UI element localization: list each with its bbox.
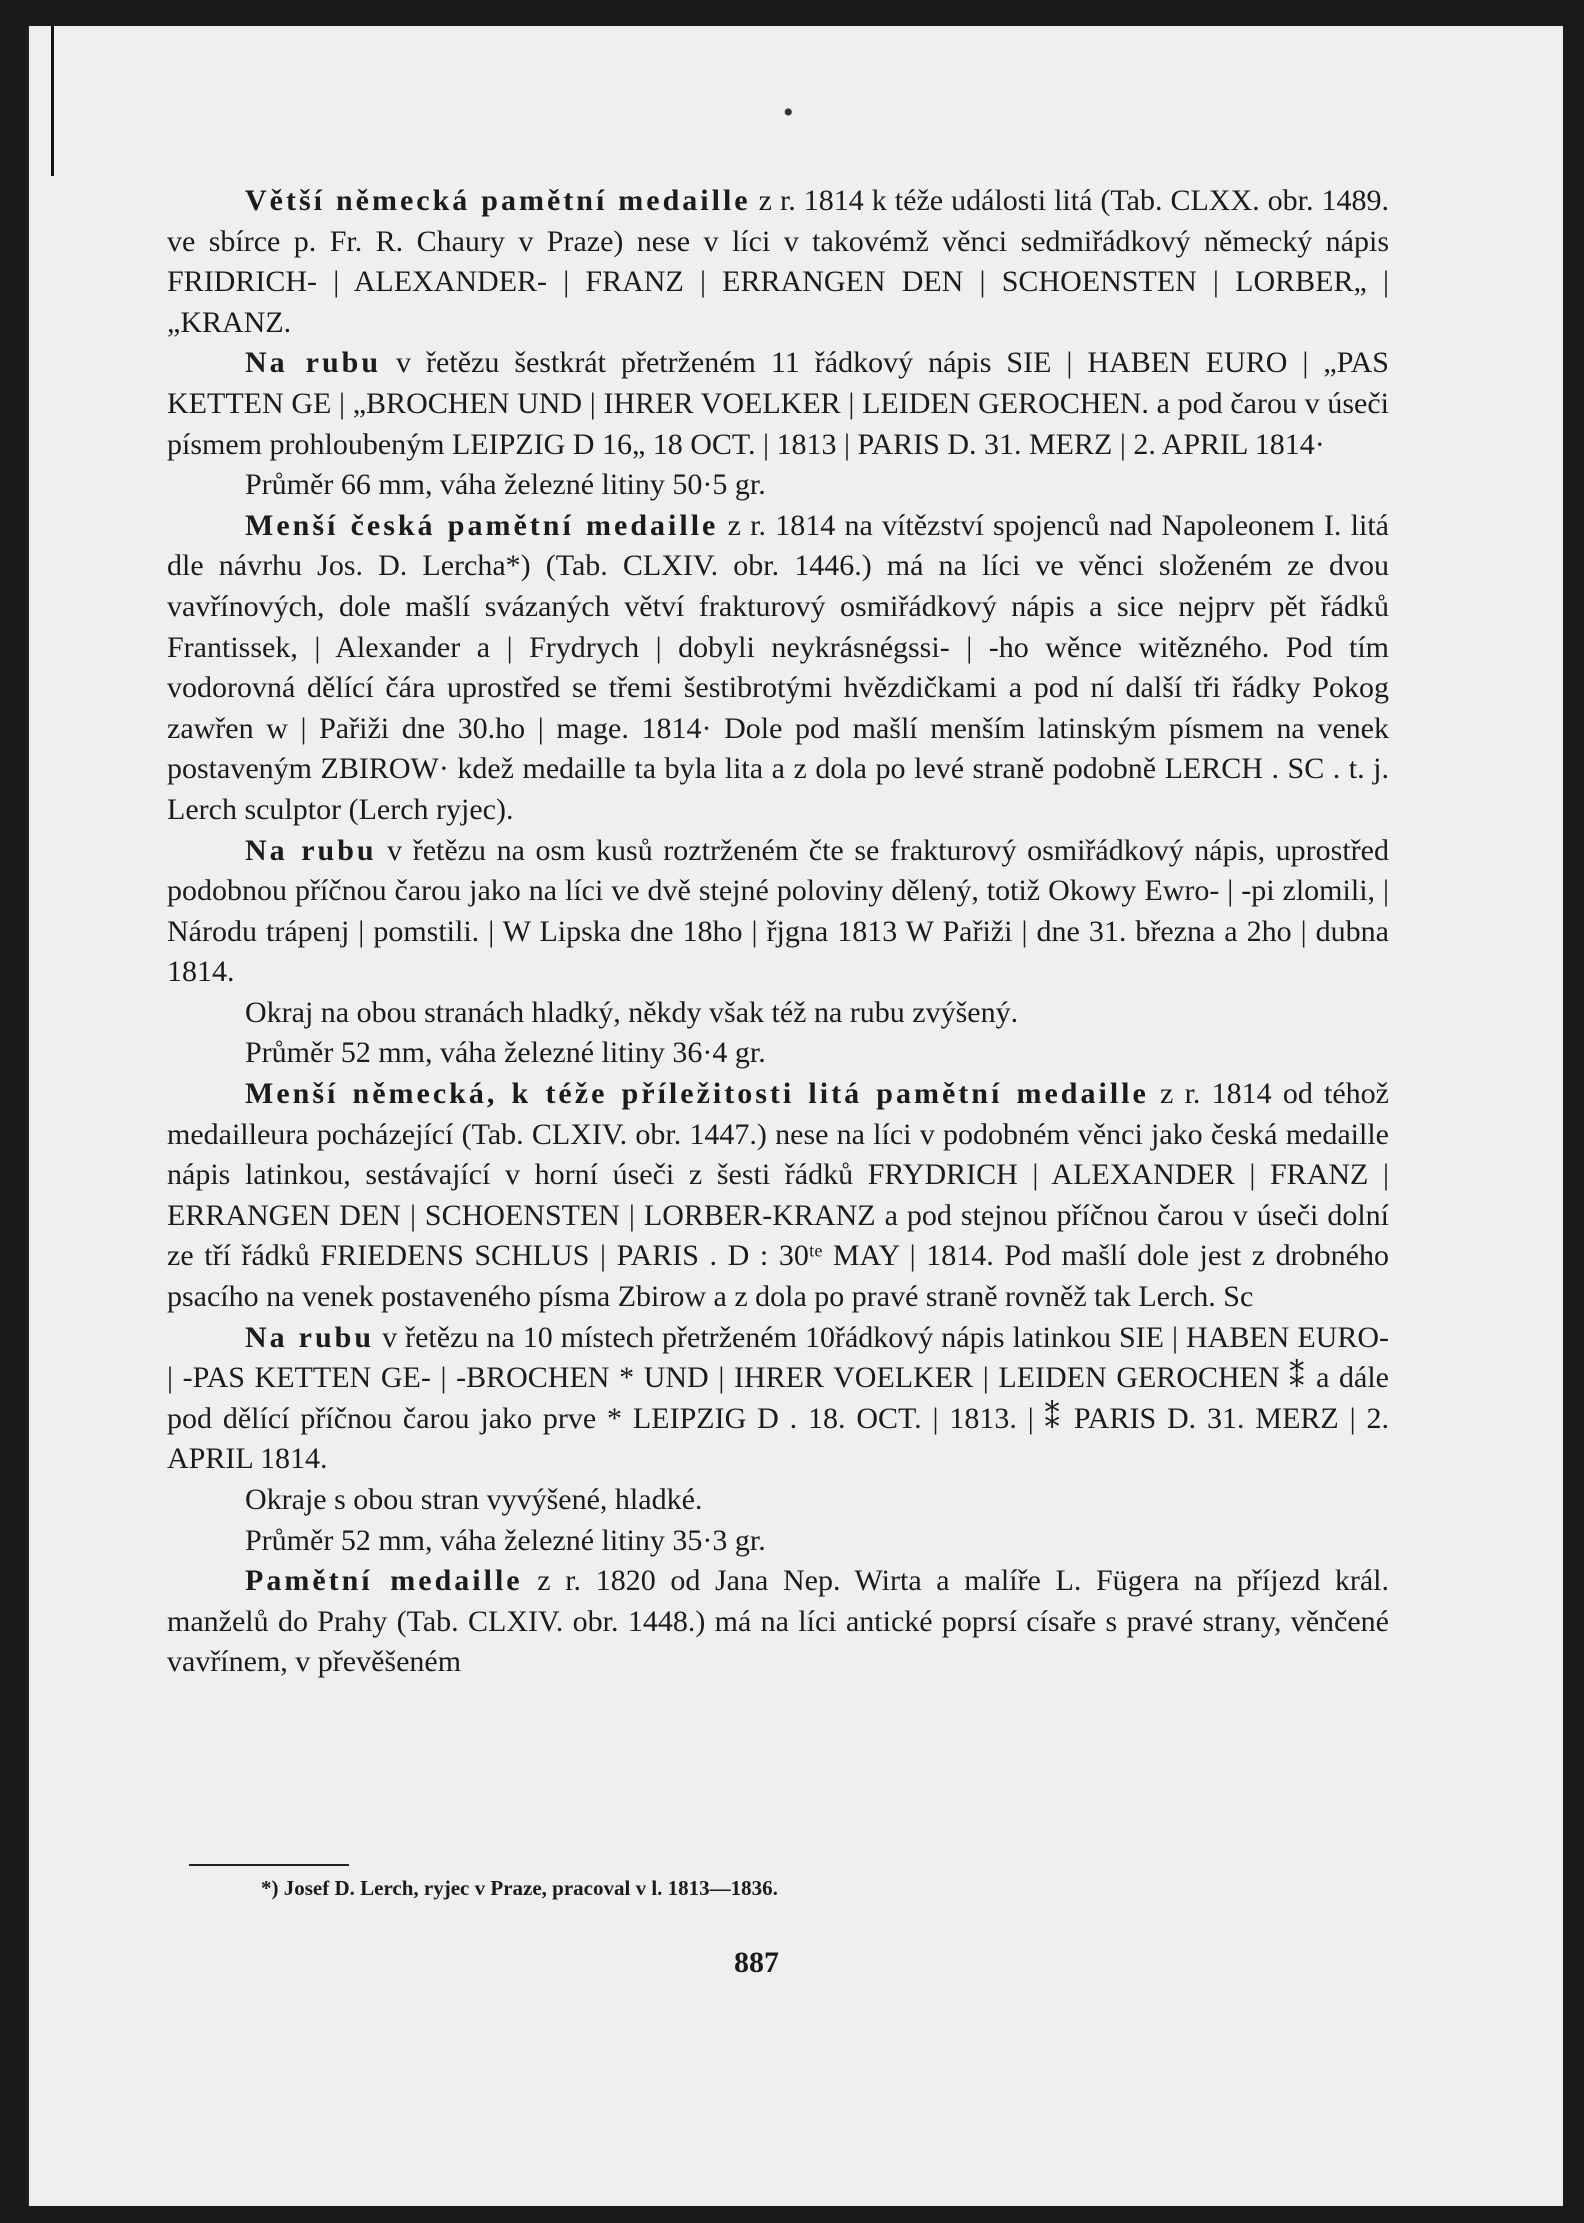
footnote-rule bbox=[189, 1864, 349, 1866]
page-number: 887 bbox=[734, 1946, 779, 1979]
body-text bbox=[167, 181, 1389, 1683]
paragraph: Průměr 52 mm, váha železné litiny 36·4 gr. bbox=[245, 1036, 766, 1070]
paragraph: Na rubu v řetězu šestkrát přetrženém 11 řádkový nápis SIE | HABEN EURO | „PAS KETTEN GE | „BROCHEN UND | IHRER VOELKER | LEIDEN GEROCHEN. a pod čarou v úseči písmem prohloubeným LEIPZIG D 16„ 18 OCT. | 1813 | PARIS D. 31. MERZ | 2. APRIL 1814· bbox=[167, 346, 1389, 461]
paragraph: Na rubu v řetězu na 10 místech přetrženém 10řádkový nápis latinkou SIE | HABEN EURO- | -PAS KETTEN GE- | -BROCHEN * UND | IHRER VOELKER | LEIDEN GEROCHEN ⁑ a dále pod dělící příčnou čarou jako prve * LEIPZIG D . 18. OCT. | 1813. | ⁑ PARIS D. 31. MERZ | 2. APRIL 1814. bbox=[167, 1320, 1389, 1476]
paragraph: Větší německá pamětní medaille z r. 1814 k téže události litá (Tab. CLXX. obr. 1489. ve sbírce p. Fr. R. Chaury v Praze) nese v líci v takovémž věnci sedmiřádkový německý nápis FRIDRICH- | ALEXANDER- | FRANZ | ERRANGEN DEN | SCHOENSTEN | LORBER„ | „KRANZ. bbox=[167, 184, 1389, 339]
page bbox=[26, 26, 1563, 2206]
paragraph: Menší německá, k téže příležitosti litá pamětní medaille z r. 1814 od téhož medailleura pocházející (Tab. CLXIV. obr. 1447.) nese na líci v podobném věnci jako česká medaille nápis latinkou, sestávající v horní úseči z šesti řádků FRYDRICH | ALEXANDER | FRANZ | ERRANGEN DEN | SCHOENSTEN | LORBER-KRANZ a pod stejnou příčnou čarou v úseči dolní ze tří řádků FRIEDENS SCHLUS | PARIS . D : 30ᵗᵉ MAY | 1814. Pod mašlí dole jest z drobného psacího na venek postaveného písma Zbirow a z dola po pravé straně rovněž tak Lerch. Sc bbox=[167, 1077, 1389, 1314]
paragraph: Okraje s obou stran vyvýšené, hladké. bbox=[245, 1483, 703, 1516]
binding-mark bbox=[51, 26, 54, 176]
speck-dot: • bbox=[783, 96, 794, 129]
paragraph: Menší česká pamětní medaille z r. 1814 na vítězství spojenců nad Napoleonem I. litá dle návrhu Jos. D. Lercha*) (Tab. CLXIV. obr. 1446.) má na líci ve věnci složeném ze dvou vavřínových, dole mašlí svázaných větví frakturový osmiřádkový nápis a sice nejprv pět řádků Frantissek, | Alexander a | Frydrych | dobyli neykrásnégssi- | -ho wěnce witězného. Pod tím vodorovná dělící čára uprostřed se třemi šestibrotými hvězdičkami a pod ní další tři řádky Pokog zawřen w | Pařiži dne 30.ho | mage. 1814· Dole pod mašlí menším latinským písmem na venek postaveným ZBIROW· kdež medaille ta byla lita a z dola po levé straně podobně LERCH . SC . t. j. Lerch sculptor (Lerch ryjec). bbox=[167, 508, 1389, 826]
paragraph: Na rubu v řetězu na osm kusů roztrženém čte se frakturový osmiřádkový nápis, uprostřed podobnou příčnou čarou jako na líci ve dvě stejné poloviny dělený, totiž Okowy Ewro- | -pi zlomili, | Národu trápenj | pomstili. | W Lipska dne 18ho | řjgna 1813 W Pařiži | dne 31. března a 2ho | dubna 1814. bbox=[167, 833, 1389, 989]
paragraph: Průměr 66 mm, váha železné litiny 50·5 gr. bbox=[245, 468, 766, 502]
paragraph: Okraj na obou stranách hladký, někdy však též na rubu zvýšený. bbox=[245, 995, 1019, 1029]
paragraph: Pamětní medaille z r. 1820 od Jana Nep. Wirta a malíře L. Fügera na příjezd král. manželů do Prahy (Tab. CLXIV. obr. 1448.) má na líci antické poprsí císaře s pravé strany, věnčené vavřínem, v převěšeném bbox=[167, 1564, 1389, 1679]
paragraph: Průměr 52 mm, váha železné litiny 35·3 gr. bbox=[245, 1523, 766, 1557]
footnote: *) Josef D. Lerch, ryjec v Praze, pracoval v l. 1813—1836. bbox=[261, 1876, 778, 1900]
